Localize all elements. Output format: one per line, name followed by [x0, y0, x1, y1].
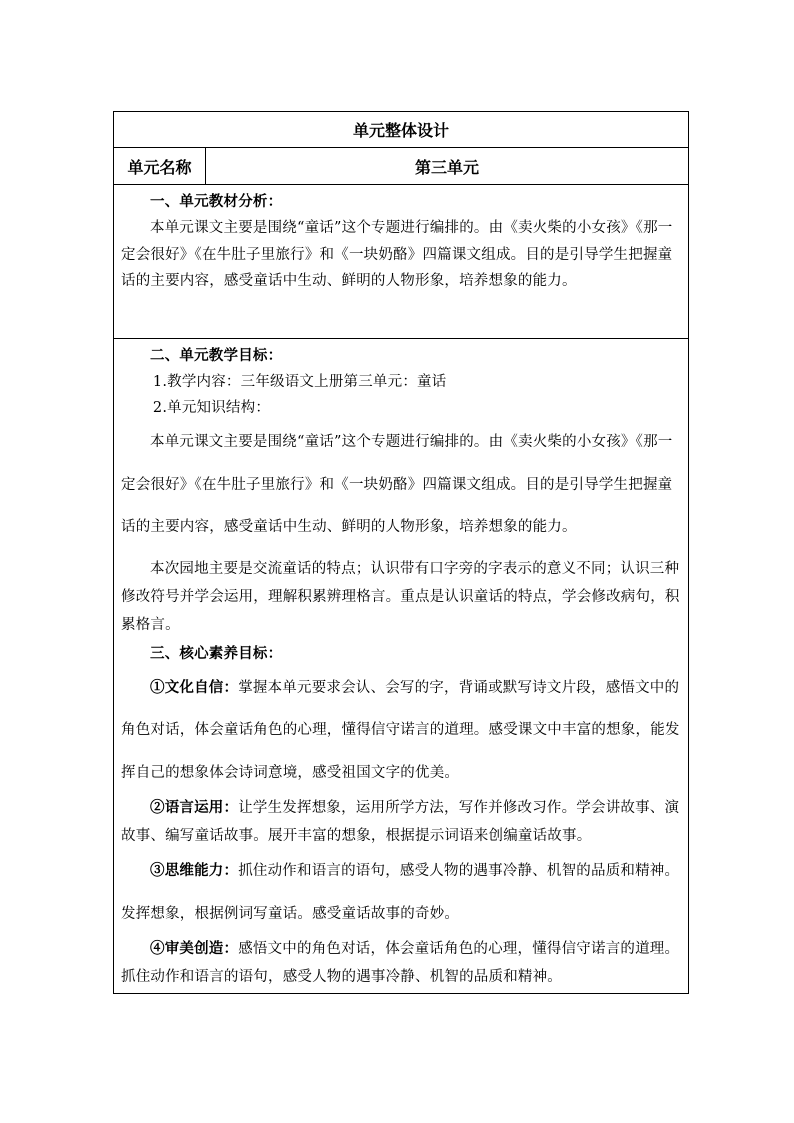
goal-culture-label: ①文化自信：	[150, 678, 239, 696]
section2-paragraph-1: 本单元课文主要是围绕“童话”这个专题进行编排的。由《卖火柴的小女孩》《那一定会很好》《在牛肚子里旅行》和《一块奶酪》四篇课文组成。目的是引导学生把握童话的主要内容，感受童话中生动、鲜明的人物形象，培养想象的能力。	[121, 434, 673, 535]
goal-aesthetic-text: 感悟文中的角色对话，体会童话角色的心理，懂得信守诺言的道理。抓住动作和语言的语句，感受人物的遇事冷静、机智的品质和精神。	[121, 941, 680, 985]
section1-body: 本单元课文主要是围绕“童话”这个专题进行编排的。由《卖火柴的小女孩》《那一定会很好》《在牛肚子里旅行》和《一块奶酪》四篇课文组成。目的是引导学生把握童话的主要内容，感受童话中生动、鲜明的人物形象，培养想象的能力。	[121, 220, 673, 289]
goal-aesthetic-label: ④审美创造：	[150, 940, 239, 957]
unit-design-table	[113, 111, 689, 994]
goal-language-text: 让学生发挥想象，运用所学方法，写作并修改习作。学会讲故事、演故事、编写童话故事。展开丰富的想象，根据提示词语来创编童话故事。	[121, 800, 680, 844]
unit-name-label: 单元名称	[114, 148, 206, 184]
section1-heading: 一、单元教材分析：	[150, 193, 283, 210]
section-material-analysis	[114, 189, 688, 339]
goal-thinking-text: 抓住动作和语言的语句，感受人物的遇事冷静、机智的品质和精神。 发挥想象，根据例词写童话。感受童话故事的奇妙。	[121, 863, 680, 922]
section2-item-content: 1.教学内容：三年级语文上册第三单元：童话	[152, 374, 447, 390]
goal-thinking-label: ③思维能力：	[150, 862, 239, 879]
goal-aesthetic	[121, 935, 682, 991]
section2-paragraph-2: 本次园地主要是交流童话的特点；认识带有口字旁的字表示的意义不同；认识三种修改符号并学会运用，理解积累辨理格言。重点是认识童话的特点，学会修改病句，积累格言。	[121, 560, 680, 633]
goal-culture	[121, 667, 682, 795]
unit-name-value: 第三单元	[414, 157, 479, 177]
section3-heading: 三、核心素养目标：	[150, 644, 283, 662]
goal-language	[121, 794, 682, 850]
section2-item-structure: 2.单元知识结构：	[152, 400, 271, 416]
goal-culture-text: 掌握本单元要求会认、会写的字，背诵或默写诗文片段，感悟文中的角色对话，体会童话角色的心理，懂得信守诺言的道理。感受课文中丰富的想象，能发挥自己的想象体会诗词意境，感受祖国文字的优美。	[121, 679, 680, 781]
unit-name-row	[114, 148, 688, 185]
section2-heading: 二、单元教学目标：	[150, 347, 283, 364]
table-title: 单元整体设计	[114, 112, 688, 148]
section-teaching-goals	[114, 343, 688, 991]
goal-thinking	[121, 850, 682, 935]
goal-language-label: ②语言运用：	[150, 799, 239, 816]
